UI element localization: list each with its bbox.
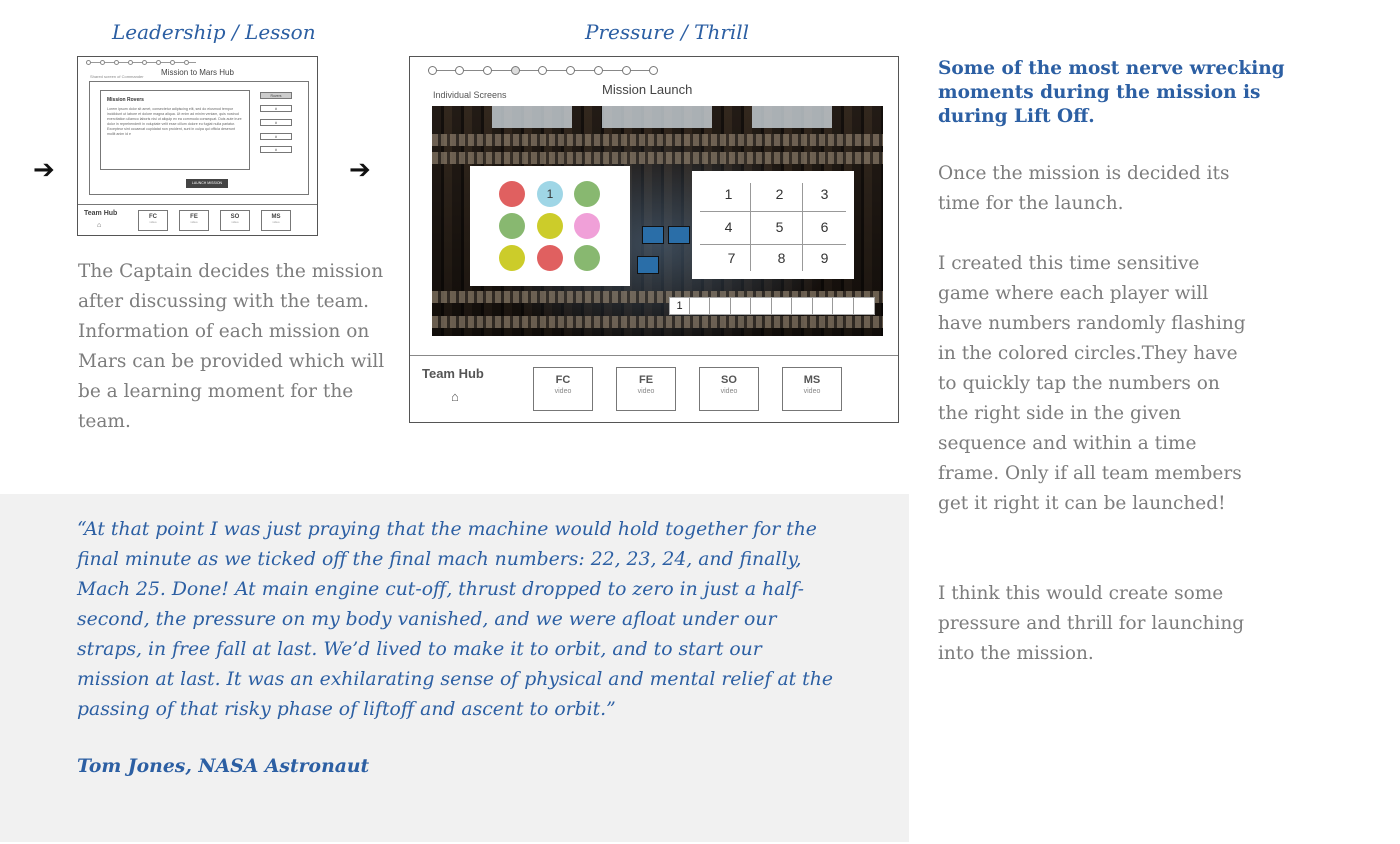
color-circle[interactable] bbox=[537, 245, 563, 271]
thrill-conclusion-text: I think this would create some pressure and thrill for launching into the mission. bbox=[938, 583, 1245, 664]
hub-button-ms[interactable]: MS video bbox=[782, 367, 842, 411]
lift-off-headline: Some of the most nerve wrecking moments during the mission is during Lift Off. bbox=[938, 58, 1285, 127]
keypad-key[interactable]: 2 bbox=[775, 186, 784, 202]
number-keypad bbox=[692, 171, 854, 279]
arrow-right-icon: ➔ bbox=[33, 155, 55, 185]
arrow-right-icon: ➔ bbox=[349, 155, 371, 185]
keypad-key[interactable]: 6 bbox=[820, 219, 829, 235]
team-hub-label: Team Hub bbox=[422, 366, 484, 381]
game-description-text: I created this time sensitive game where each player will have numbers randomly flashing in the colored circles.They have to quickly tap the numbers on the right side in the given sequence and within a time frame. Only if all team members get it right it can be launched! bbox=[938, 253, 1246, 514]
mission-launch-title: Mission Launch bbox=[602, 82, 693, 97]
keypad-key[interactable]: 7 bbox=[727, 250, 736, 266]
cockpit-photo bbox=[432, 106, 883, 336]
captain-description: The Captain decides the mission after discussing with the team. Information of each mission on Mars can be provided which will be a learning moment for the team. bbox=[78, 261, 385, 432]
caption-leadership-lesson: Leadership / Lesson bbox=[112, 20, 316, 44]
wireframe-subtitle: Shared screen of Commander bbox=[90, 74, 144, 79]
keypad-key[interactable]: 4 bbox=[724, 219, 733, 235]
color-circle[interactable] bbox=[574, 213, 600, 239]
color-circles-panel bbox=[470, 166, 630, 286]
launch-mission-button[interactable]: LAUNCH MISSION bbox=[186, 179, 228, 188]
color-circle[interactable] bbox=[499, 213, 525, 239]
quote-author: Tom Jones, NASA Astronaut bbox=[77, 755, 370, 777]
mission-option-button[interactable]: # bbox=[260, 105, 292, 112]
home-icon[interactable]: ⌂ bbox=[451, 389, 459, 404]
mission-info-text: Lorem ipsum dolor sit amet, consectetur adipiscing elit, sed do eiusmod tempor incididunt ut labore et dolore magna aliqua. Ut enim ad minim veniam, quis nostrud exercitation ullamco laboris nisi ut aliquip ex ea commodo consequat. Duis aute irure dolor in reprehenderit in voluptate velit esse cillum dolore eu fugiat nulla pariatur. Excepteur sint occaecat cupidatat non proident, sunt in culpa qui officia deserunt mollit anim id e bbox=[107, 107, 242, 136]
launch-intro-text: Once the mission is decided its time for the launch. bbox=[938, 163, 1230, 214]
astronaut-quote: “At that point I was just praying that the machine would hold together for the final minute as we ticked off the final mach numbers: 22, 23, 24, and finally, Mach 25. Done! At main engine cut-off, thrust dropped to zero in just a half-second, the pressure on my body vanished, and we were afloat under our straps, in free fall at last. We’d lived to make it to orbit, and to start our mission at last. It was an exhilarating sense of physical and mental relief at the passing of that risky phase of liftoff and ascent to orbit.” bbox=[77, 519, 833, 720]
color-circle[interactable] bbox=[499, 245, 525, 271]
color-circle[interactable] bbox=[537, 213, 563, 239]
team-hub bbox=[78, 204, 317, 236]
color-circle[interactable]: 1 bbox=[537, 181, 563, 207]
progress-dots bbox=[428, 70, 653, 71]
mission-option-button[interactable]: # bbox=[260, 133, 292, 140]
mission-option-button[interactable]: # bbox=[260, 146, 292, 153]
color-circle[interactable] bbox=[574, 245, 600, 271]
caption-pressure-thrill: Pressure / Thrill bbox=[585, 20, 750, 44]
hub-button-so[interactable]: SO video bbox=[220, 210, 250, 231]
hub-button-fc[interactable]: FC video bbox=[138, 210, 168, 231]
mission-panel bbox=[89, 81, 309, 195]
color-circle[interactable] bbox=[574, 181, 600, 207]
sequence-bar bbox=[669, 297, 875, 315]
keypad-key[interactable]: 9 bbox=[820, 250, 829, 266]
mission-info-box bbox=[100, 90, 250, 170]
mission-launch-wireframe bbox=[409, 56, 899, 423]
hub-button-fc[interactable]: FC video bbox=[533, 367, 593, 411]
progress-dots bbox=[86, 62, 196, 66]
hub-button-fe[interactable]: FE video bbox=[616, 367, 676, 411]
keypad-key[interactable]: 5 bbox=[775, 219, 784, 235]
color-circle[interactable] bbox=[499, 181, 525, 207]
mission-option-button[interactable]: # bbox=[260, 119, 292, 126]
mission-option-button[interactable]: Rovers bbox=[260, 92, 292, 99]
hub-button-fe[interactable]: FE video bbox=[179, 210, 209, 231]
mission-hub-wireframe bbox=[77, 56, 318, 236]
mission-info-title: Mission Rovers bbox=[107, 97, 144, 103]
wireframe-title: Mission to Mars Hub bbox=[161, 68, 234, 77]
astronaut-quote-box bbox=[0, 494, 909, 842]
home-icon[interactable]: ⌂ bbox=[97, 222, 102, 229]
keypad-key[interactable]: 8 bbox=[777, 250, 786, 266]
screen-label: Individual Screens bbox=[433, 90, 507, 100]
keypad-key[interactable]: 3 bbox=[820, 186, 829, 202]
sequence-slot: 1 bbox=[670, 298, 690, 314]
hub-button-ms[interactable]: MS video bbox=[261, 210, 291, 231]
hub-button-so[interactable]: SO video bbox=[699, 367, 759, 411]
team-hub bbox=[410, 355, 898, 423]
team-hub-label: Team Hub bbox=[84, 210, 118, 217]
keypad-key[interactable]: 1 bbox=[724, 186, 733, 202]
